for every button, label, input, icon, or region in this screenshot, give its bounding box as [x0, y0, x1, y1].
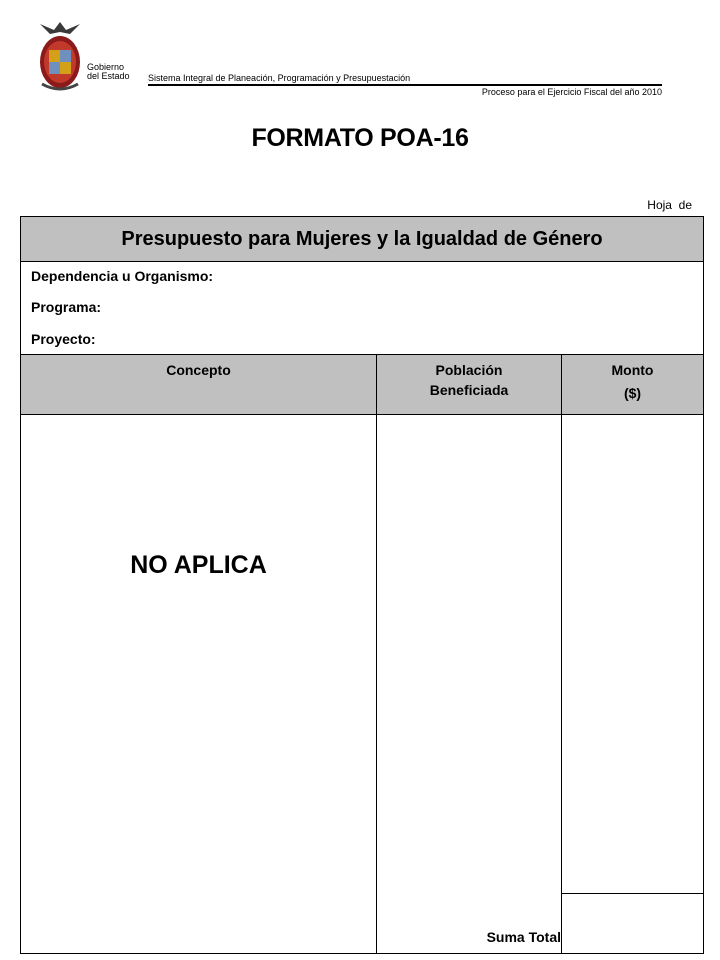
no-aplica-text: NO APLICA — [130, 551, 267, 579]
column-poblacion-line-2: Beneficiada — [429, 382, 509, 398]
poa-form — [20, 216, 704, 954]
column-divider-2 — [561, 354, 562, 954]
page-title: FORMATO POA-16 — [251, 124, 469, 152]
column-monto-line-1: Monto — [611, 362, 654, 378]
system-title: Sistema Integral de Planeación, Programación y Presupuestación — [148, 73, 411, 83]
gobierno-label — [87, 63, 130, 81]
suma-total-label: Suma Total — [486, 929, 561, 945]
column-poblacion-line-1: Población — [435, 362, 503, 378]
proyecto-label: Proyecto: — [31, 331, 96, 347]
sheet-label: Hoja de — [647, 198, 692, 212]
gobierno-line-2: del Estado — [87, 71, 130, 81]
programa-label: Programa: — [31, 299, 102, 315]
column-poblacion — [377, 360, 561, 400]
column-concepto: Concepto — [166, 362, 231, 378]
column-divider-1 — [376, 354, 377, 954]
dependencia-label: Dependencia u Organismo: — [31, 268, 214, 284]
state-coat-of-arms-icon — [36, 16, 84, 96]
form-heading: Presupuesto para Mujeres y la Igualdad de Género — [21, 217, 703, 262]
header-divider — [148, 84, 662, 86]
process-text: Proceso para el Ejercicio Fiscal del año 2010 — [481, 87, 662, 97]
column-monto-line-2: ($) — [623, 385, 642, 401]
gobierno-line-1: Gobierno — [87, 62, 125, 72]
total-row-divider — [561, 893, 703, 894]
column-monto — [562, 360, 703, 403]
